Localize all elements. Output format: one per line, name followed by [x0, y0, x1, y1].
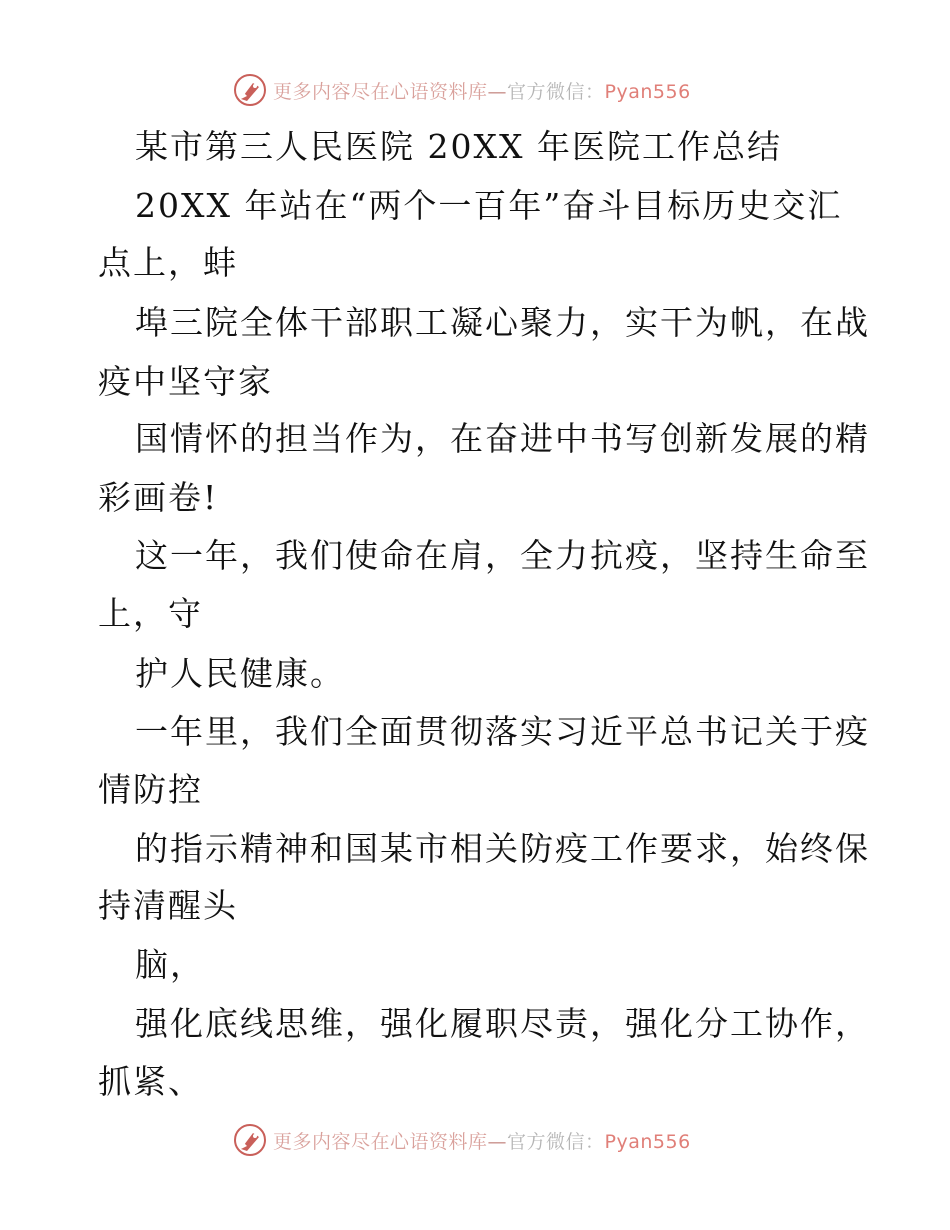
footer-watermark-banner: [233, 1120, 713, 1160]
watermark-dash: —: [487, 1130, 508, 1153]
paragraph-line: 护人民健康。: [135, 654, 345, 693]
watermark-main-text: 更多内容尽在心语资料库: [273, 1130, 488, 1153]
document-title: 某市第三人民医院 20XX 年医院工作总结: [135, 127, 782, 166]
paragraph-line: 持清醒头: [98, 886, 238, 925]
watermark-text: [273, 1127, 691, 1154]
watermark-official-label: 官方微信：: [507, 80, 605, 103]
paragraph-line: 埠三院全体干部职工凝心聚力，实干为帆，在战: [135, 303, 870, 342]
pen-nib-logo-icon: [233, 1123, 267, 1157]
watermark-wechat-id: Pyan556: [604, 80, 691, 103]
watermark-official-label: 官方微信：: [507, 1130, 605, 1153]
paragraph-line: 强化底线思维，强化履职尽责，强化分工协作，: [135, 1004, 870, 1043]
paragraph-line: 一年里，我们全面贯彻落实习近平总书记关于疫: [135, 712, 870, 751]
watermark-main-text: 更多内容尽在心语资料库: [273, 80, 488, 103]
paragraph-line: 疫中坚守家: [98, 362, 273, 401]
paragraph-line: 20XX 年站在“两个一百年”奋斗目标历史交汇: [135, 186, 843, 225]
paragraph-line: 抓紧、: [98, 1062, 203, 1101]
paragraph-line: 这一年，我们使命在肩，全力抗疫，坚持生命至: [135, 536, 870, 575]
paragraph-line: 点上，蚌: [98, 243, 238, 282]
paragraph-line: 的指示精神和国某市相关防疫工作要求，始终保: [135, 829, 870, 868]
paragraph-line: 国情怀的担当作为，在奋进中书写创新发展的精: [135, 419, 870, 458]
watermark-dash: —: [487, 80, 508, 103]
paragraph-line: 彩画卷!: [98, 478, 219, 517]
paragraph-line: 脑，: [135, 945, 205, 984]
paragraph-line: 情防控: [98, 770, 203, 809]
paragraph-line: 上，守: [98, 594, 203, 633]
watermark-wechat-id: Pyan556: [604, 1130, 691, 1153]
